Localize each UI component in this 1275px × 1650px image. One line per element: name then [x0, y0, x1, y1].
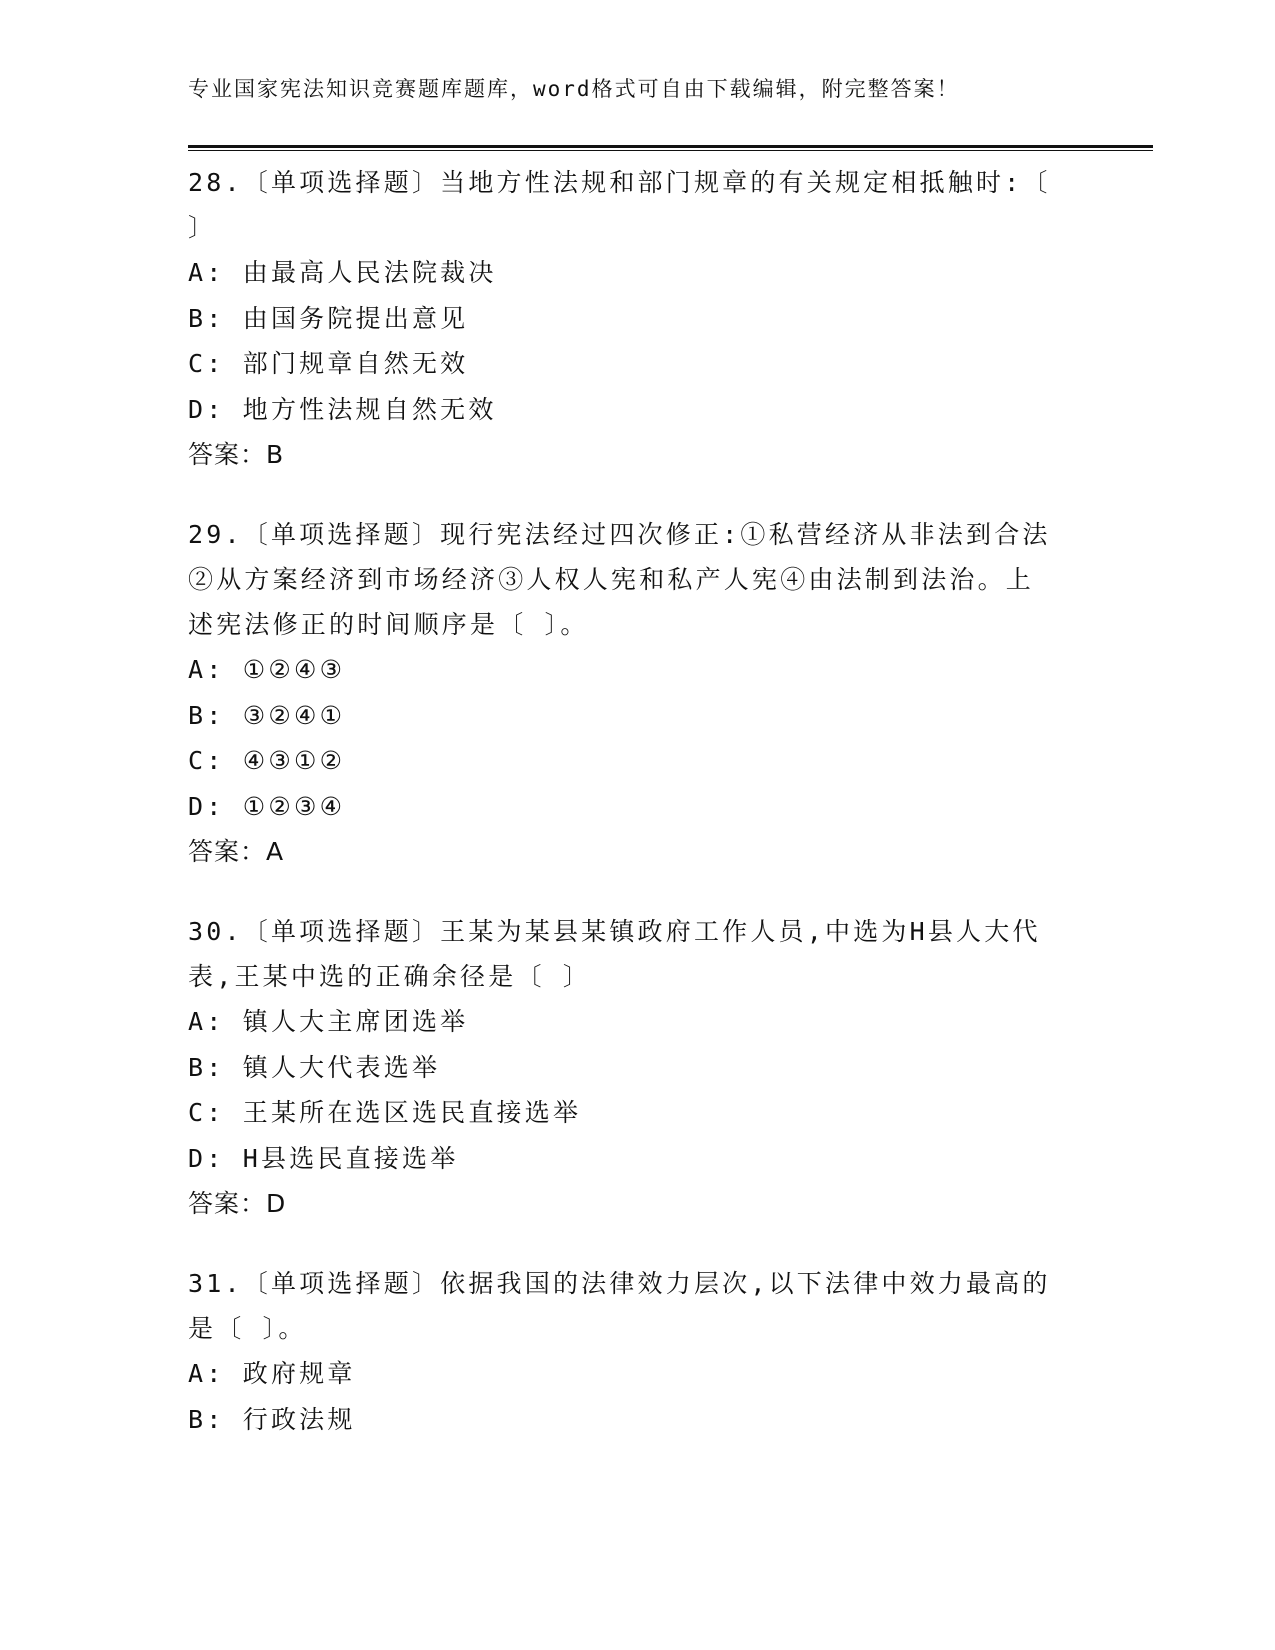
option-d: D: ①②③④	[188, 791, 346, 821]
option-c: C: 王某所在选区选民直接选举	[188, 1098, 582, 1127]
answer-line: 答案：B	[188, 440, 285, 469]
option-a: A: ①②④③	[188, 655, 346, 684]
question-text-line: 31.〔单项选择题〕依据我国的法律效力层次,以下法律中效力最高的	[188, 1269, 1051, 1298]
option-a: A: 镇人大主席团选举	[188, 1007, 469, 1036]
question-30	[188, 909, 1068, 1227]
question-text-line: 是〔 〕。	[188, 1314, 307, 1343]
option-b: B: 镇人大代表选举	[188, 1052, 441, 1082]
question-text-line: 28.〔单项选择题〕当地方性法规和部门规章的有关规定相抵触时:〔	[188, 168, 1051, 197]
option-c: C: ④③①②	[188, 746, 346, 775]
option-d: D: 地方性法规自然无效	[188, 394, 497, 424]
header-divider-thin	[188, 150, 1153, 151]
document-header: 专业国家宪法知识竞赛题库题库，word格式可自由下载编辑，附完整答案！	[188, 77, 960, 101]
question-text-line: 29.〔单项选择题〕现行宪法经过四次修正:①私营经济从非法到合法	[188, 520, 1051, 549]
option-a: A: 由最高人民法院裁决	[188, 258, 497, 287]
option-c: C: 部门规章自然无效	[188, 349, 469, 378]
question-text-line: 30.〔单项选择题〕王某为某县某镇政府工作人员,中选为H县人大代	[188, 917, 1041, 946]
question-text-line: 表,王某中选的正确余径是〔 〕	[188, 962, 592, 991]
question-text-line: 〕	[188, 213, 217, 242]
question-31	[188, 1261, 1068, 1442]
question-text-line: ②从方案经济到市场经济③人权人宪和私产人宪④由法制到法治。上	[188, 565, 1035, 594]
question-text-line: 述宪法修正的时间顺序是〔 〕。	[188, 610, 589, 639]
question-list	[188, 160, 1068, 1476]
option-b: B: 行政法规	[188, 1404, 356, 1434]
header-divider-thick	[188, 145, 1153, 148]
answer-line: 答案：A	[188, 837, 285, 866]
answer-line: 答案：D	[188, 1189, 287, 1218]
option-d: D: H县选民直接选举	[188, 1143, 459, 1173]
option-a: A: 政府规章	[188, 1359, 356, 1388]
question-28	[188, 160, 1068, 478]
option-b: B: ③②④①	[188, 700, 346, 730]
question-29	[188, 512, 1068, 875]
option-b: B: 由国务院提出意见	[188, 303, 469, 333]
